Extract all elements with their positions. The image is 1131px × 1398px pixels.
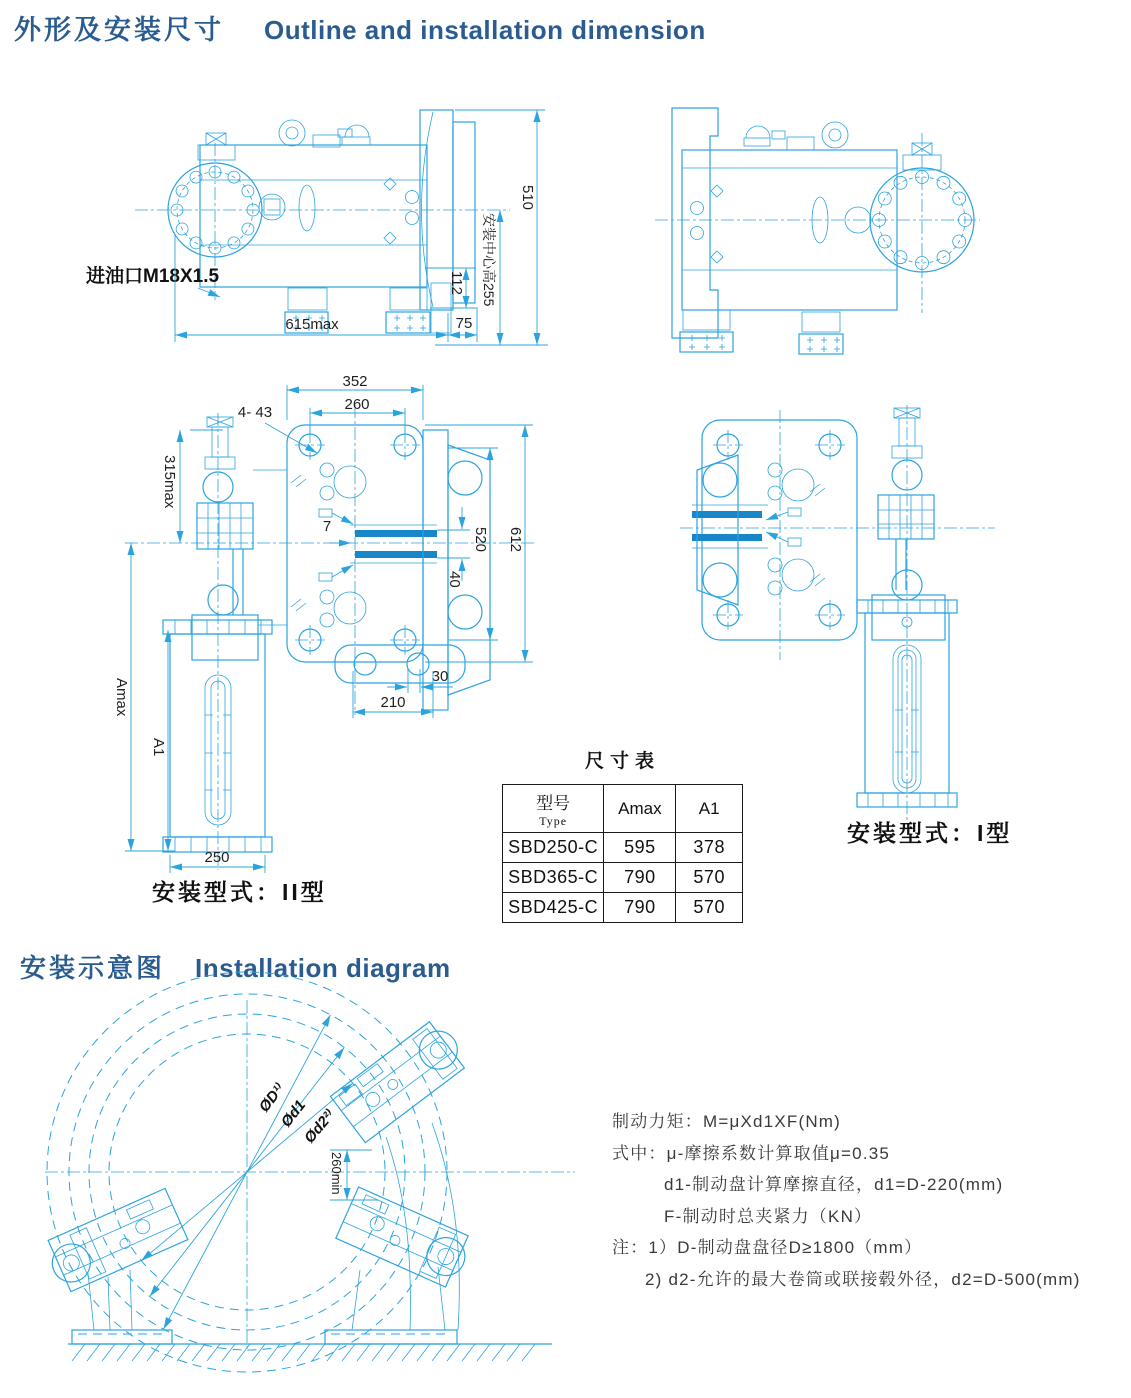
ground-hatching <box>68 1344 552 1361</box>
section1-title-en: Outline and installation dimension <box>264 15 706 45</box>
front-view-type2-drawing <box>95 375 545 920</box>
dim-40: 40 <box>446 571 463 588</box>
label-diameter-d1: Ød1 <box>277 1096 310 1131</box>
cell-amax: 595 <box>604 833 676 863</box>
cell-amax: 790 <box>604 893 676 923</box>
dim-510: 510 <box>519 185 536 211</box>
cell-type: SBD365-C <box>503 863 604 893</box>
dim-7: 7 <box>322 518 332 535</box>
body-housing <box>200 120 427 287</box>
dim-520: 520 <box>472 527 489 553</box>
cell-amax: 790 <box>604 863 676 893</box>
note-line: d1-制动盘计算摩擦直径，d1=D-220(mm) <box>664 1175 1004 1194</box>
section2-title-zh: 安装示意图 <box>20 953 166 983</box>
section2-title <box>20 948 451 985</box>
bracket-plate <box>672 108 723 338</box>
col-header-a1: A1 <box>676 785 743 833</box>
mounting-feet <box>680 310 843 354</box>
side-view-left-drawing <box>80 85 580 365</box>
caption-type1: 安装型式：I型 <box>847 820 1013 846</box>
cell-a1: 570 <box>676 893 743 923</box>
dim-center-height-255: 安装中心高255 <box>481 213 497 307</box>
dim-amax: Amax <box>113 678 130 717</box>
note-line: F-制动时总夹紧力（KN） <box>664 1206 873 1226</box>
cell-a1: 570 <box>676 863 743 893</box>
pedestal-base-right <box>325 1330 457 1344</box>
section1-title-zh: 外形及安装尺寸 <box>14 15 224 45</box>
note-line: 制动力矩：M=μXd1XF(Nm) <box>612 1112 842 1131</box>
dim-250: 250 <box>204 849 230 866</box>
note-line: 式中：μ-摩擦系数计算取值μ=0.35 <box>612 1143 891 1163</box>
dim-612: 612 <box>507 527 524 553</box>
cell-type: SBD250-C <box>503 833 604 863</box>
brake-unit-upper-right <box>330 1016 471 1142</box>
oil-port-label: 进油口M18X1.5 <box>86 266 220 287</box>
col-header-type-en: Type <box>539 813 568 828</box>
cell-type: SBD425-C <box>503 893 604 923</box>
brake-unit-lower-right <box>336 1187 475 1290</box>
dim-615max: 615max <box>285 316 339 333</box>
body-housing <box>682 122 897 310</box>
bottom-arm <box>163 620 272 852</box>
label-diameter-D: ØD¹⁾ <box>255 1079 289 1116</box>
installation-diagram <box>30 985 585 1385</box>
brake-unit-left <box>42 1188 188 1294</box>
col-header-type <box>503 785 604 833</box>
brake-disc-slot <box>350 525 437 563</box>
label-diameter-d2: Ød2²⁾ <box>301 1106 339 1147</box>
dim-4-43: 4- 43 <box>237 404 273 421</box>
dim-260: 260 <box>344 396 370 413</box>
cell-a1: 378 <box>676 833 743 863</box>
note-line: 2) d2-允许的最大卷筒或联接毂外径，d2=D-500(mm) <box>645 1269 1081 1289</box>
dim-260min: 260min <box>329 1152 344 1195</box>
dim-75: 75 <box>455 315 473 332</box>
left-bracket <box>697 455 738 605</box>
table-row <box>503 863 743 893</box>
dim-a1: A1 <box>150 738 167 757</box>
brake-disc-slot <box>692 505 768 548</box>
col-header-type-zh: 型号 <box>536 793 571 813</box>
size-table <box>502 746 743 923</box>
dim-112: 112 <box>448 271 465 295</box>
note-line: 注：1）D-制动盘盘径D≥1800（mm） <box>612 1238 923 1257</box>
dim-30: 30 <box>431 668 449 685</box>
dim-352: 352 <box>342 373 368 390</box>
caption-type2: 安装型式：II型 <box>152 879 327 905</box>
col-header-amax: Amax <box>604 785 676 833</box>
section1-title <box>14 8 706 47</box>
table-row <box>503 833 743 863</box>
actuator-arm <box>192 417 287 660</box>
dim-210: 210 <box>380 694 406 711</box>
section2-title-en: Installation diagram <box>195 953 451 983</box>
side-view-right-drawing <box>650 98 1050 358</box>
dim-315max: 315max <box>161 455 178 509</box>
mounting-plate <box>702 420 857 640</box>
size-table-title: 尺寸表 <box>584 751 660 772</box>
table-row <box>503 893 743 923</box>
pedestal-base-left <box>72 1330 172 1344</box>
notes-block <box>612 1106 1127 1295</box>
